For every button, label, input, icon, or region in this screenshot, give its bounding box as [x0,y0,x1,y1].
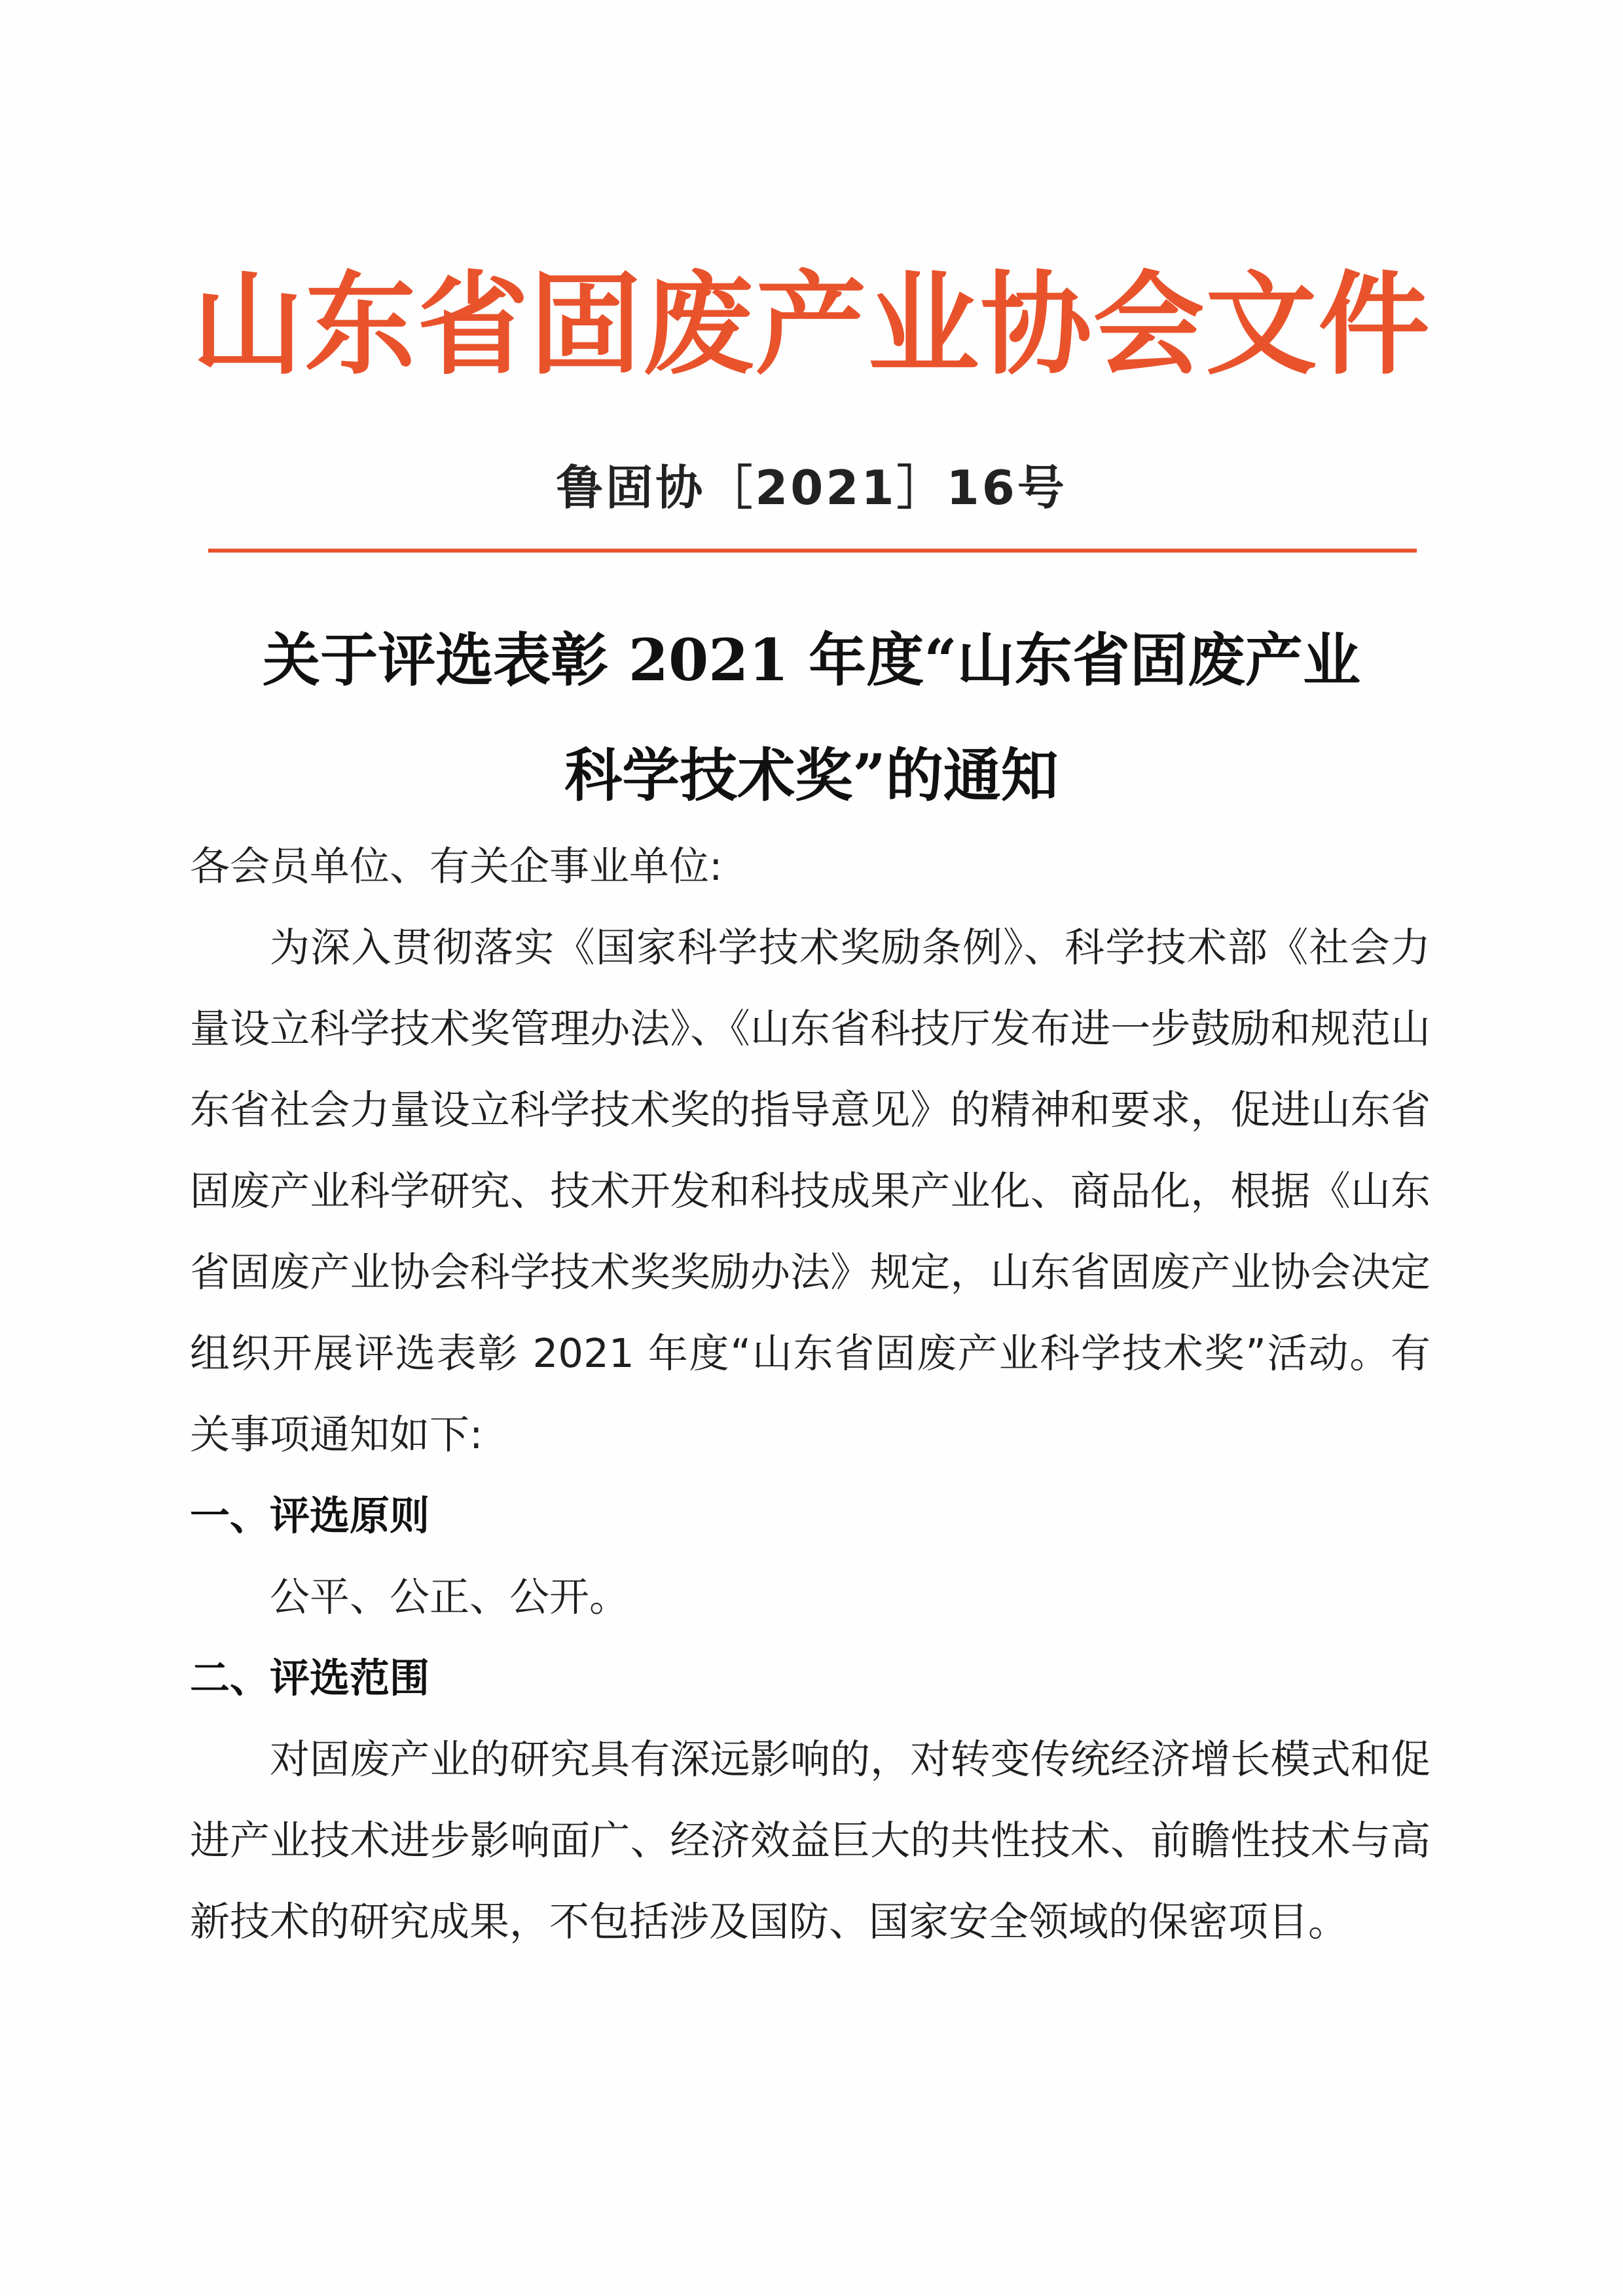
document-body [190,826,1431,1963]
section-2-text: 对固废产业的研究具有深远影响的，对转变传统经济增长模式和促进产业技术进步影响面广、经济效益巨大的共性技术、前瞻性技术与高新技术的研究成果，不包括涉及国防、国家安全领域的保密项目。 [190,1736,1431,1945]
section-1-heading: 一、评选原则 [190,1493,430,1539]
title-line-2: 科学技术奖”的通知 [564,741,1059,809]
document-number: 鲁固协［2021］16号 [556,460,1067,515]
section-1-text: 公平、公正、公开。 [270,1574,630,1620]
organization-header: 山东省固废产业协会文件 [192,261,1431,390]
intro-paragraph: 为深入贯彻落实《国家科学技术奖励条例》、科学技术部《社会力量设立科学技术奖管理办法》、《山东省科技厅发布进一步鼓励和规范山东省社会力量设立科学技术奖的指导意见》的精神和要求，促进山东省固废产业科学研究、技术开发和科技成果产业化、商品化，根据《山东省固废产业协会科学技术奖奖励办法》规定，山东省固废产业协会决定组织开展评选表彰 2021 年度“山东省固废产业科学技术奖”活动。有关事项通知如下: [190,924,1431,1458]
document-title [0,602,1623,833]
salutation: 各会员单位、有关企事业单位: [190,843,723,890]
header-divider [208,549,1417,553]
section-2-heading: 二、评选范围 [190,1655,430,1702]
title-line-1: 关于评选表彰 2021 年度“山东省固废产业 [263,626,1360,694]
